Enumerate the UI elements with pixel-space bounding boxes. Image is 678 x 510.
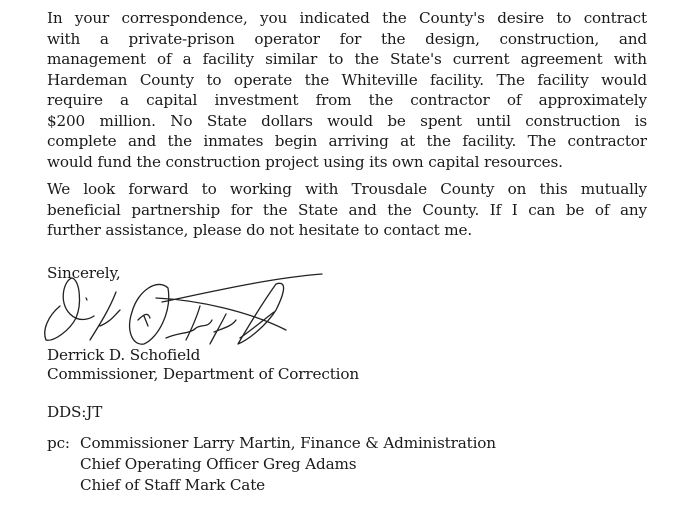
text-line: further assistance, please do not hesitate to contact me. [47, 221, 473, 239]
text-line: would fund the construction project using its own capital resources. [47, 152, 563, 171]
text-line: management of a facility similar to the State's current agreement with [47, 50, 647, 68]
closing-salutation: Sincerely, [47, 264, 121, 282]
text-line: complete and the inmates begin arriving at the facility. The contractor [47, 132, 647, 150]
paragraph-correspondence [47, 8, 647, 172]
text-line: We look forward to working with Trousdale County on this mutually [47, 180, 647, 198]
cc-recipient: Chief Operating Officer Greg Adams [80, 455, 357, 473]
text-line: $200 million. No State dollars would be spent until construction is [47, 111, 647, 130]
text-line: Hardeman County to operate the Whiteville facility. The facility would [47, 70, 647, 89]
text-line: beneficial partnership for the State and the County. If I can be of any [47, 200, 647, 219]
signer-name: Derrick D. Schofield [47, 346, 201, 364]
cc-recipient: Commissioner Larry Martin, Finance & Administration [80, 434, 496, 452]
signer-title: Commissioner, Department of Correction [47, 365, 359, 383]
paragraph-closing-remarks [47, 179, 647, 241]
text-line: with a private-prison operator for the design, construction, and [47, 29, 647, 48]
cc-label: pc: [47, 434, 70, 452]
cc-recipient: Chief of Staff Mark Cate [80, 476, 265, 494]
reference-initials: DDS:JT [47, 403, 103, 421]
text-line: In your correspondence, you indicated the County's desire to contract [47, 9, 647, 27]
text-line: require a capital investment from the contractor of approximately [47, 91, 647, 109]
